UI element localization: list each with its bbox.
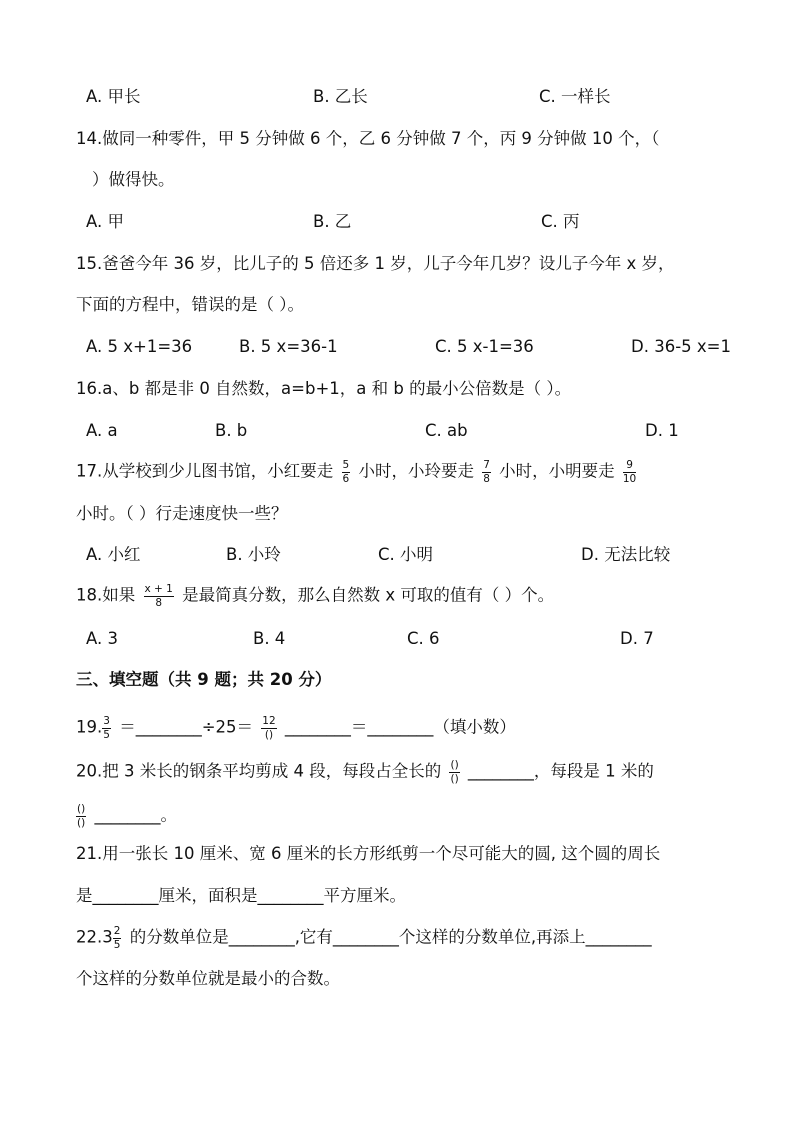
q17-f1-numerator: 5 <box>342 459 350 471</box>
q18-question-line1 <box>76 584 554 608</box>
q20-text-1: 20.把 3 米长的钢条平均剪成 4 段，每段占全长的 <box>76 761 442 781</box>
q17-f3-denominator: 10 <box>622 472 637 485</box>
q17-f1-denominator: 6 <box>342 472 350 485</box>
q17-text-2: 小时，小玲要走 <box>358 461 474 481</box>
q20-text-2: ________，每段是 1 米的 <box>467 761 654 781</box>
q15-option-d: D. 36-5 x=1 <box>631 337 731 356</box>
q20-f2-denominator: () <box>77 816 86 829</box>
q17-option-a: A. 小红 <box>86 545 141 564</box>
q22-question-line1 <box>76 926 652 950</box>
q19-text-3: ________＝________（填小数） <box>284 717 516 737</box>
q20-f2-numerator: () <box>77 803 86 815</box>
q13-option-a: A. 甲长 <box>86 87 141 106</box>
q19-fraction-12-blank <box>261 716 276 740</box>
q14-option-c: C. 丙 <box>541 212 580 231</box>
q18-option-a: A. 3 <box>86 629 118 648</box>
q17-option-d: D. 无法比较 <box>581 545 671 564</box>
q15-option-a: A. 5 x+1=36 <box>86 337 193 356</box>
q22-numerator: 2 <box>113 925 121 937</box>
q18-denominator: 8 <box>155 596 163 609</box>
q21-question-line1: 21.用一张长 10 厘米、宽 6 厘米的长方形纸剪一个尽可能大的圆, 这个圆的周长 <box>76 844 661 863</box>
q14-question-line2: ）做得快。 <box>92 170 175 189</box>
q13-option-b: B. 乙长 <box>313 87 368 106</box>
q18-text-2: 是最简真分数，那么自然数 x 可取的值有（ ）个。 <box>182 585 555 605</box>
q20-fraction-blank-1 <box>449 760 459 784</box>
q20-question-line1 <box>76 760 654 784</box>
q17-f2-denominator: 8 <box>483 472 490 485</box>
q14-option-b: B. 乙 <box>313 212 352 231</box>
q15-option-c: C. 5 x-1=36 <box>435 337 534 356</box>
q18-option-b: B. 4 <box>253 629 286 648</box>
q15-question-line1: 15.爸爸今年 36 岁，比儿子的 5 倍还多 1 岁，儿子今年几岁？设儿子今年 x 岁， <box>76 254 675 273</box>
q15-option-b: B. 5 x=36-1 <box>239 337 338 356</box>
q22-text-1: 22.3 <box>76 927 113 947</box>
q16-option-b: B. b <box>215 421 248 440</box>
section-heading: 三、填空题（共 9 题；共 20 分） <box>76 670 332 689</box>
q20-question-line2 <box>76 804 177 828</box>
q13-option-c: C. 一样长 <box>539 87 611 106</box>
q18-fraction-x1-8 <box>144 584 174 608</box>
q16-question-line1: 16.a、b 都是非 0 自然数，a=b+1，a 和 b 的最小公倍数是（ ）。 <box>76 379 572 398</box>
q17-option-c: C. 小明 <box>378 545 434 564</box>
q17-text-3: 小时，小明要走 <box>499 461 615 481</box>
q20-text-3: ________。 <box>94 805 177 825</box>
q18-option-c: C. 6 <box>407 629 440 648</box>
q20-fraction-blank-2 <box>76 804 86 828</box>
q19-f1-denominator: 5 <box>103 728 110 741</box>
q22-question-line2: 个这样的分数单位就是最小的合数。 <box>76 969 340 988</box>
q15-question-line2: 下面的方程中，错误的是（ ）。 <box>76 295 304 314</box>
q21-question-line2: 是________厘米，面积是________平方厘米。 <box>76 886 406 905</box>
q18-text-1: 18.如果 <box>76 585 136 605</box>
q14-option-a: A. 甲 <box>86 212 124 231</box>
q19-f2-numerator: 12 <box>262 715 276 727</box>
q19-f2-denominator: () <box>264 728 274 741</box>
q22-text-2: 的分数单位是________,它有________个这样的分数单位,再添上________ <box>129 927 652 947</box>
q19-text-2: ＝________÷25＝ <box>119 717 254 737</box>
q16-option-d: D. 1 <box>645 421 679 440</box>
q17-fraction-9-10 <box>623 460 636 484</box>
q19-text-1: 19. <box>76 717 103 737</box>
q17-fraction-7-8 <box>482 460 491 484</box>
q16-option-a: A. a <box>86 421 118 440</box>
q20-f1-denominator: () <box>450 772 459 785</box>
q17-text-1: 17.从学校到少儿图书馆，小红要走 <box>76 461 334 481</box>
q19-fraction-3-5 <box>102 716 111 740</box>
q17-option-b: B. 小玲 <box>226 545 281 564</box>
q16-option-c: C. ab <box>425 421 468 440</box>
q18-option-d: D. 7 <box>620 629 654 648</box>
q18-numerator: x + 1 <box>144 583 173 595</box>
q19-f1-numerator: 3 <box>103 715 110 727</box>
q17-f2-numerator: 7 <box>483 459 490 471</box>
q20-f1-numerator: () <box>450 759 459 771</box>
q22-fraction-2-5 <box>113 926 122 950</box>
q19-question-line1 <box>76 716 516 740</box>
q17-fraction-5-6 <box>342 460 351 484</box>
q17-question-line1 <box>76 460 639 484</box>
q17-question-line2: 小时。（ ）行走速度快一些？ <box>76 504 288 523</box>
q14-question-line1: 14.做同一种零件，甲 5 分钟做 6 个，乙 6 分钟做 7 个，丙 9 分钟做 10 个，（ <box>76 129 660 148</box>
q22-denominator: 5 <box>113 938 121 951</box>
q17-f3-numerator: 9 <box>623 460 636 473</box>
